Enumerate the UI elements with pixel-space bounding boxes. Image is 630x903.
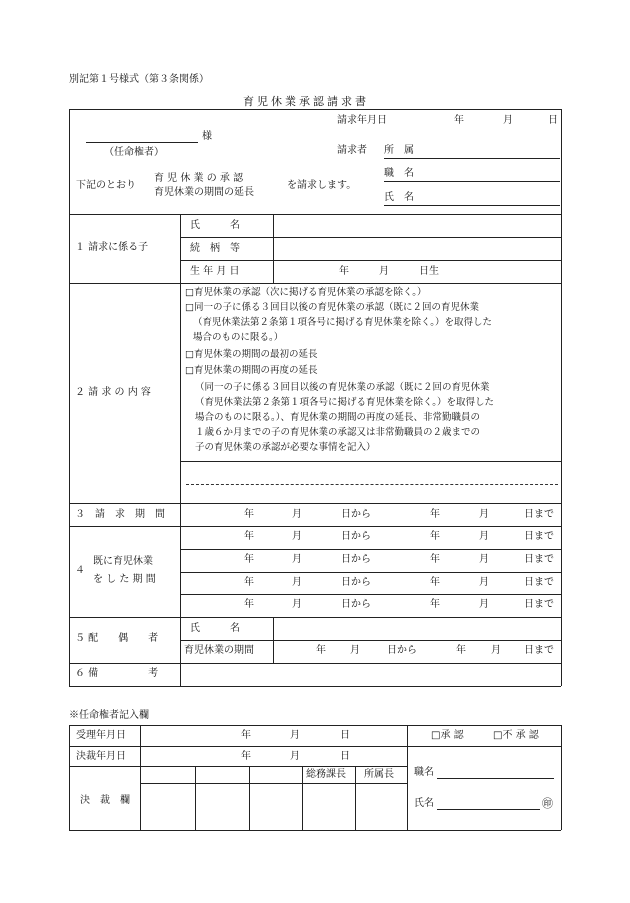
section4-label-1: 既に育児休業 (93, 556, 153, 567)
appointer-name-label: 氏名 (414, 798, 434, 809)
date-year: 年 (454, 115, 464, 126)
date-day: 日 (548, 115, 558, 126)
seal-icon: ㊞ (542, 797, 553, 810)
s2-line: （育児休業法第２条第１項各号に掲げる育児休業を除く。）を取得した (193, 317, 493, 328)
reason-dashed-line[interactable] (186, 484, 558, 485)
kessai-label: 決 裁 欄 (80, 795, 130, 806)
decided-day: 日 (340, 751, 350, 762)
s2-line: □育児休業の期間の最初の延長 (185, 349, 318, 360)
received-year: 年 (241, 730, 251, 741)
s2-line: 場合のものに限る。）、育児休業の期間の再度の延長、非常勤職員の (195, 412, 481, 423)
decided-month: 月 (290, 751, 300, 762)
shozokucho-label: 所属長 (364, 769, 394, 780)
job-title-label: 職 名 (384, 168, 414, 179)
section4-label-2: を し た 期 間 (93, 574, 156, 585)
section6-label: ６ 備 考 (75, 668, 159, 679)
form-reference: 別記第１号様式（第３条関係） (69, 74, 209, 85)
approve-checkbox[interactable]: □承 認 (431, 730, 464, 741)
s2-line: 子の育児休業の承認が必要な事情を記入） (195, 442, 376, 453)
request-text: を請求します。 (287, 180, 357, 191)
appointer-job-title-label: 職名 (414, 767, 434, 778)
received-day: 日 (340, 730, 350, 741)
child-birth-label: 生 年 月 日 (190, 266, 240, 277)
appointer-label: （任命権者） (104, 147, 164, 158)
s2-line: 場合のものに限る。） (193, 332, 284, 343)
addressee-sama: 様 (202, 131, 212, 142)
received-date-label: 受理年月日 (76, 730, 126, 741)
section3-label: ３ 請 求 期 間 (75, 509, 165, 520)
decided-year: 年 (241, 751, 251, 762)
appointer-heading: ※任命権者記入欄 (69, 710, 149, 721)
request-date-label: 請求年月日 (337, 115, 387, 126)
section5-label: ５ 配 偶 者 (75, 633, 159, 644)
child-name-label: 氏 名 (190, 220, 240, 231)
child-relation-label: 続 柄 等 (190, 243, 240, 254)
option-approval: 育 児 休 業 の 承 認 (154, 173, 244, 184)
form-title: 育児休業承認請求書 (243, 95, 369, 108)
s2-line: （育児休業法第２条第１項各号に掲げる育児休業を除く。）を取得した (195, 397, 495, 408)
s2-line: １歳６か月までの子の育児休業の承認又は非常勤職員の２歳までの (195, 427, 481, 438)
section1-label: １ 請求に係る子 (75, 242, 149, 253)
spouse-name-label: 氏 名 (190, 623, 240, 634)
requester-label: 請求者 (337, 145, 367, 156)
section4-number: ４ (75, 565, 85, 576)
s2-line: （同一の子に係る３回目以後の育児休業の承認（既に２回の育児休業 (195, 382, 490, 393)
s2-line: □同一の子に係る３回目以後の育児休業の承認（既に２回の育児休業 (185, 302, 479, 313)
decided-date-label: 決裁年月日 (76, 751, 126, 762)
affiliation-label: 所 属 (384, 145, 414, 156)
spouse-period-label: 育児休業の期間 (184, 645, 254, 656)
child-birth-value: 年 月 日生 (339, 266, 439, 277)
received-month: 月 (290, 730, 300, 741)
kaki-text: 下記のとおり (76, 180, 136, 191)
s2-line: □育児休業の承認（次に掲げる育児休業の承認を除く。） (185, 287, 427, 298)
date-month: 月 (503, 115, 513, 126)
name-label: 氏 名 (384, 192, 414, 203)
section2-label: ２ 請 求 の 内 容 (75, 387, 151, 398)
s2-line: □育児休業の期間の再度の延長 (185, 365, 318, 376)
somu-kacho-label: 総務課長 (306, 769, 346, 780)
reject-checkbox[interactable]: □不 承 認 (493, 730, 539, 741)
option-extension: 育児休業の期間の延長 (154, 187, 254, 198)
